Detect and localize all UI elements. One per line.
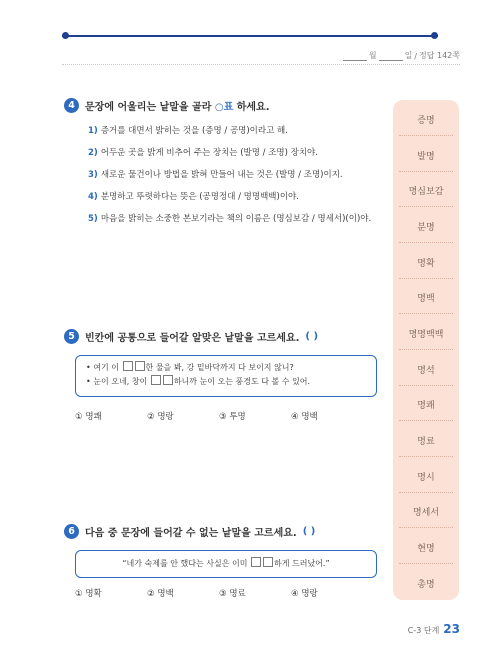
- day-blank[interactable]: [379, 51, 403, 61]
- word-bank-divider: [399, 171, 453, 172]
- word-bank-divider: [399, 242, 453, 243]
- question-5-choices: [75, 410, 363, 422]
- question-6-choices: [75, 587, 363, 599]
- word-bank-divider: [399, 527, 453, 528]
- question-4-prompt: 문장에 어울리는 낱말을 골라 ○표 하세요.: [85, 102, 270, 113]
- word-bank-divider: [399, 492, 453, 493]
- word-bank-item: 명세서: [412, 508, 440, 518]
- word-bank-divider: [399, 349, 453, 350]
- question-6-prompt: 다음 중 문장에 들어갈 수 없는 낱말을 고르세요.: [85, 528, 297, 539]
- answer-parentheses[interactable]: ( ): [302, 526, 316, 537]
- word-bank-item: 명료: [417, 437, 435, 447]
- blank-box: [123, 361, 133, 371]
- word-bank-sidebar: [393, 100, 459, 600]
- choice-option[interactable]: ① 명확: [75, 589, 102, 599]
- word-bank-item: 명시: [417, 473, 435, 483]
- level-label: C-3 단계: [407, 626, 440, 635]
- example-sentence: • 눈이 오네, 창이 하니까 눈이 오는 풍경도 다 볼 수 있어.: [86, 377, 311, 386]
- word-bank-item: 명석: [417, 366, 435, 376]
- question-5-heading: [64, 329, 318, 344]
- choice-option[interactable]: ① 명쾌: [75, 412, 102, 422]
- word-bank-divider: [399, 420, 453, 421]
- word-bank-item: 발명: [417, 152, 435, 162]
- question-6-example-box: [75, 550, 377, 578]
- date-line: [343, 50, 460, 61]
- word-bank-item: 현명: [417, 544, 435, 554]
- word-bank-divider: [399, 563, 453, 564]
- word-bank-item: 명명백백: [408, 330, 444, 340]
- top-rule-right-dot: [431, 32, 438, 39]
- question-5-prompt: 빈칸에 공통으로 들어갈 알맞은 낱말을 고르세요.: [85, 333, 300, 344]
- word-bank-divider: [399, 456, 453, 457]
- list-item: 1) 증거를 대면서 밝히는 것을 (증명 / 공명)이라고 해.: [88, 126, 288, 136]
- word-bank-item: 분명: [417, 223, 435, 233]
- question-number-badge: 4: [64, 98, 79, 113]
- page-footer: [408, 622, 460, 636]
- word-bank-item: 명확: [417, 259, 435, 269]
- blank-box: [251, 557, 261, 567]
- word-bank-divider: [399, 385, 453, 386]
- example-sentence: “네가 숙제를 안 했다는 사실은 이미 하게 드러났어.”: [122, 559, 330, 568]
- word-bank-item: 명심보감: [408, 187, 444, 197]
- word-bank-divider: [399, 313, 453, 314]
- blank-box: [163, 375, 173, 385]
- blank-box: [263, 557, 273, 567]
- choice-option[interactable]: ④ 명랑: [291, 589, 318, 599]
- question-number-badge: 5: [64, 329, 79, 344]
- word-bank-item: 증명: [417, 116, 435, 126]
- answer-reference: 정답 142쪽: [419, 51, 460, 60]
- list-item: 2) 어두운 곳을 밝게 비추어 주는 장치는 (발명 / 조명) 장치야.: [88, 148, 318, 158]
- word-bank-item: 명쾌: [417, 401, 435, 411]
- list-item: 3) 새로운 물건이나 방법을 밝혀 만들어 내는 것은 (발명 / 조명)이지.: [88, 170, 343, 180]
- divider-slash: /: [414, 52, 417, 61]
- page-number: 23: [443, 622, 460, 636]
- day-label: 일: [404, 51, 413, 60]
- question-4-heading: [64, 98, 270, 113]
- month-label: 월: [368, 51, 377, 60]
- header-separator: [62, 64, 460, 65]
- blank-box: [135, 361, 145, 371]
- list-item: 4) 분명하고 뚜렷하다는 뜻은 (공명정대 / 명명백백)이야.: [88, 192, 299, 202]
- example-sentence: • 여기 이 한 물을 봐, 강 밑바닥까지 다 보이지 않니?: [86, 363, 294, 372]
- question-4-items: [88, 120, 371, 230]
- circle-mark-text: ○표: [214, 102, 234, 113]
- choice-option[interactable]: ② 명랑: [147, 412, 174, 422]
- question-5-example-box: [75, 355, 377, 397]
- word-bank-divider: [399, 135, 453, 136]
- choice-option[interactable]: ③ 투명: [219, 412, 246, 422]
- answer-parentheses[interactable]: ( ): [305, 331, 319, 342]
- month-blank[interactable]: [343, 51, 367, 61]
- choice-option[interactable]: ④ 명백: [291, 412, 318, 422]
- question-6-heading: [64, 524, 315, 539]
- word-bank-divider: [399, 278, 453, 279]
- choice-option[interactable]: ② 명백: [147, 589, 174, 599]
- word-bank-item: 총명: [417, 580, 435, 590]
- word-bank-divider: [399, 206, 453, 207]
- choice-option[interactable]: ③ 명료: [219, 589, 246, 599]
- list-item: 5) 마음을 밝히는 소중한 본보기라는 책의 이름은 (명심보감 / 명세서)(이)야.: [88, 214, 372, 224]
- top-rule: [62, 35, 438, 37]
- blank-box: [151, 375, 161, 385]
- question-number-badge: 6: [64, 524, 79, 539]
- top-rule-left-dot: [62, 32, 69, 39]
- word-bank-item: 명백: [417, 294, 435, 304]
